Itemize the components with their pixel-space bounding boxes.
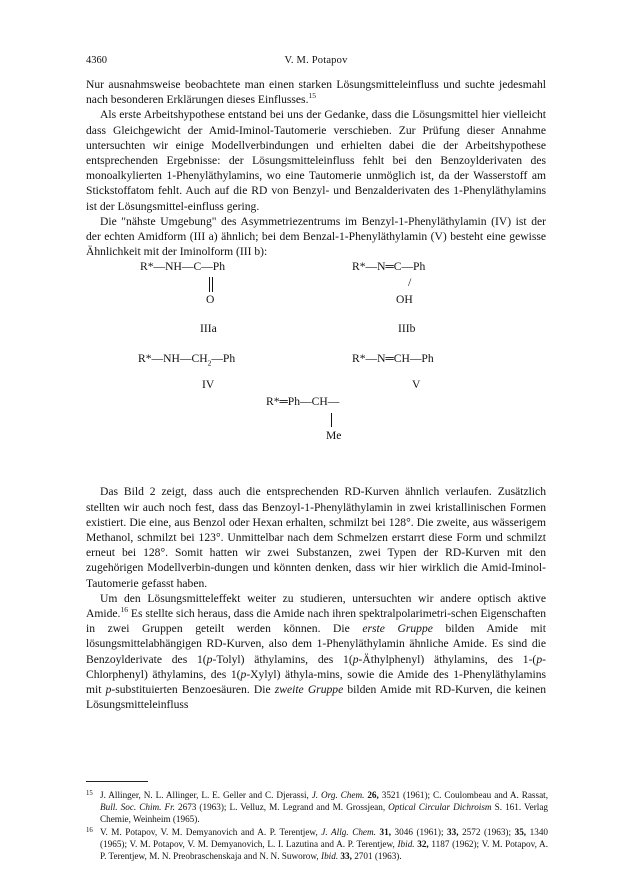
paragraph-5-text-e: -Äthylphenyl) äthylamins, des 1-(: [358, 652, 537, 666]
formula-IV-subscript: 2: [207, 358, 212, 368]
emphasis-zweite-gruppe: zweite Gruppe: [274, 683, 344, 697]
reference-16: 16: [120, 605, 128, 615]
formula-IIIb-label: IIIb: [398, 322, 416, 336]
running-title: V. M. Potapov: [284, 55, 348, 66]
footnote-part: J. Allinger, N. L. Allinger, L. E. Geller and C. Djerassi,: [100, 790, 312, 800]
formula-IIIa-oxygen: O: [206, 293, 215, 307]
para-prefix: p: [105, 683, 112, 697]
footnote-number: 15: [86, 790, 93, 797]
journal-name: J. Allg. Chem.: [321, 827, 376, 837]
footnote-16: [86, 826, 548, 862]
paragraph-5-text-c: bilden Amide mit lösungsmittelabhängigen RD-Kurven, also dem 1-Phenyläthylamin ähnliche Amide. Es sind die Benzoylderivate des 1(: [86, 622, 547, 666]
footnotes: [86, 781, 548, 863]
main-text: [86, 77, 546, 712]
emphasis-erste-gruppe: erste Gruppe: [362, 622, 433, 636]
single-bond-line: [331, 413, 332, 427]
footnote-divider: [86, 781, 148, 782]
footnote-part: 2673 (1963); L. Velluz, M. Legrand and M. Grossjean,: [174, 802, 389, 812]
reference-15: 15: [308, 91, 316, 101]
paragraph-5-text-h: -substituierten Benzoesäuren. Die: [111, 683, 275, 697]
formula-IV-chain: [138, 352, 235, 366]
volume-number: 31,: [375, 827, 391, 837]
formula-V-chain: R*—N═CH—Ph: [352, 352, 434, 366]
book-title: Optical Circular Dichroism: [388, 802, 492, 812]
footnote-15: [86, 789, 548, 825]
paragraph-4: Das Bild 2 zeigt, dass auch die entsprechenden RD-Kurven ähnlich verlaufen. Zusätzlich stellten wir auch noch fest, dass das Benzoyl-1-Phenyläthylamin in zwei kristallinischen Formen existiert. Die eine, aus Benzol oder Hexan erhalten, schmilzt bei 128°. Die zweite, aus wässerigem Methanol, schmilzt bei 123°. Unmittelbar nach dem Schmelzen erstarrt diese Form und schmilzt erneut bei 128°. Somit hatten wir zwei Substanzen, zwei Typen der RD-Kurven mit den zugehörigen Modellverbin-dungen und könnten denken, dass wir hier wirklich die Amid-Iminol-Tautomerie gefasst haben.: [86, 485, 546, 590]
paragraph-5-text-f: -Chlorphenyl) äthylamins, des 1(: [86, 652, 546, 681]
journal-name: Ibid.: [397, 839, 415, 849]
paragraph-5-text-b: Es stellte sich heraus, dass die Amide nach ihren spektralpolarimetri-schen Eigenschaften in zwei Gruppen geteilt werden können. Die: [86, 607, 546, 636]
formula-IIIa-chain: R*—NH—C—Ph: [140, 260, 226, 274]
volume-number: 32,: [414, 839, 429, 849]
formula-IIIb-chain: R*—N═C—Ph: [352, 260, 426, 274]
formula-IV-chain-b: —Ph: [211, 352, 236, 366]
volume-number: 35,: [514, 827, 527, 837]
formula-IIIb-hydroxyl: OH: [396, 293, 413, 307]
para-prefix: p: [240, 667, 247, 681]
footnote-part: 2572 (1963);: [458, 827, 515, 837]
footnote-part: V. M. Potapov, V. M. Demyanovich and A. P. Terentjew,: [100, 827, 322, 837]
page-header: [86, 55, 546, 71]
double-bond-line-2: [212, 277, 213, 292]
footnote-text: [100, 826, 548, 862]
footnote-number: 16: [86, 827, 93, 834]
footnote-part: S. 161. Verlag Chemie, Weinheim (1965).: [100, 802, 548, 824]
journal-name: J. Org. Chem.: [311, 790, 365, 800]
para-prefix: p: [206, 652, 213, 666]
journal-name: Ibid.: [321, 851, 339, 861]
page-number: 4360: [86, 55, 107, 66]
single-bond-slash: /: [408, 275, 412, 290]
paragraph-1: [86, 77, 546, 107]
footnote-part: 1340 (1965); V. M. Potapov, V. M. Demyanovich, L. I. Lazutina and A. P. Terentjew,: [100, 827, 548, 849]
para-prefix: p: [536, 652, 543, 666]
formula-Rstar-methyl: Me: [326, 429, 342, 443]
footnote-text: [100, 789, 548, 825]
paragraph-5-text-i: bilden Amide mit RD-Kurven, die keinen Lösungsmitteleinfluss: [86, 683, 546, 712]
volume-number: 33,: [338, 851, 352, 861]
formula-IV-chain-a: R*—NH—CH: [138, 352, 208, 366]
paragraph-5-text-g: -Xylyl) äthyla-mins, sowie die Amide des 1-Phenyläthylamins mit: [86, 667, 546, 697]
volume-number: 26,: [364, 790, 379, 800]
paragraph-5-text-d: -Tolyl) äthylamins, des 1(: [212, 652, 353, 666]
footnote-part: 3521 (1961); C. Coulombeau and A. Rassat,: [378, 790, 548, 800]
formula-V-label: V: [412, 378, 421, 392]
paragraph-5: [86, 591, 546, 713]
paragraph-3: Die "nähste Umgebung" des Asymmetriezentrums im Benzyl-1-Phenyläthylamin (IV) ist der der echten Amidform (III a) ähnlich; bei dem Benzal-1-Phenyläthylamin (V) besteht eine gewisse Ähnlichkeit mit der Iminolform (III b):: [86, 214, 546, 259]
formula-IV-label: IV: [202, 378, 215, 392]
journal-name: Bull. Soc. Chim. Fr.: [100, 802, 175, 812]
paragraph-1-text: Nur ausnahmsweise beobachtete man einen starken Lösungsmitteleinfluss und suchte jedesmahl nach besonderen Erklärungen dieses Einflusses.: [86, 78, 546, 107]
formula-Rstar-chain: R*═Ph—CH—: [266, 395, 340, 409]
para-prefix: p: [352, 652, 359, 666]
footnote-part: 1187 (1962); V. M. Potapov, A. P. Terentjew, M. N. Preobraschenskaja and N. N. Suworow,: [100, 839, 548, 861]
paragraph-2: Als erste Arbeitshypothese entstand bei uns der Gedanke, dass die Lösungsmittel hier vielleicht dass Gleichgewicht der Amid-Iminol-Tautomerie verschieben. Zur Prüfung dieser Annahme untersuchten wir einige Modellverbindungen und erhielten dabei die der Arbeitshypothese entsprechenden Ergebnisse: der Lösungsmitteleinfluss fehlt bei den Benzoylderivaten des monoalkylierten 1-Phenyläthylamins, wo eine Tautomerie unmöglich ist, da der Wasserstoff am Stickstoffatom fehlt. Auch auf die RD von Benzyl- und Benzalderivaten des 1-Phenyläthylamins ist der Lösungsmittel-einfluss gering.: [86, 108, 546, 213]
double-bond-line-1: [209, 277, 210, 292]
volume-number: 33,: [447, 827, 459, 837]
formula-IIIa-label: IIIa: [200, 322, 217, 336]
footnote-part: 2701 (1963).: [351, 851, 402, 861]
structural-formulas: [86, 260, 546, 482]
footnote-part: 3046 (1961);: [390, 827, 448, 837]
paragraph-5-text-a: Um den Lösungsmitteleffekt weiter zu studieren, untersuchten wir andere optisch aktive Amide.: [86, 591, 546, 621]
